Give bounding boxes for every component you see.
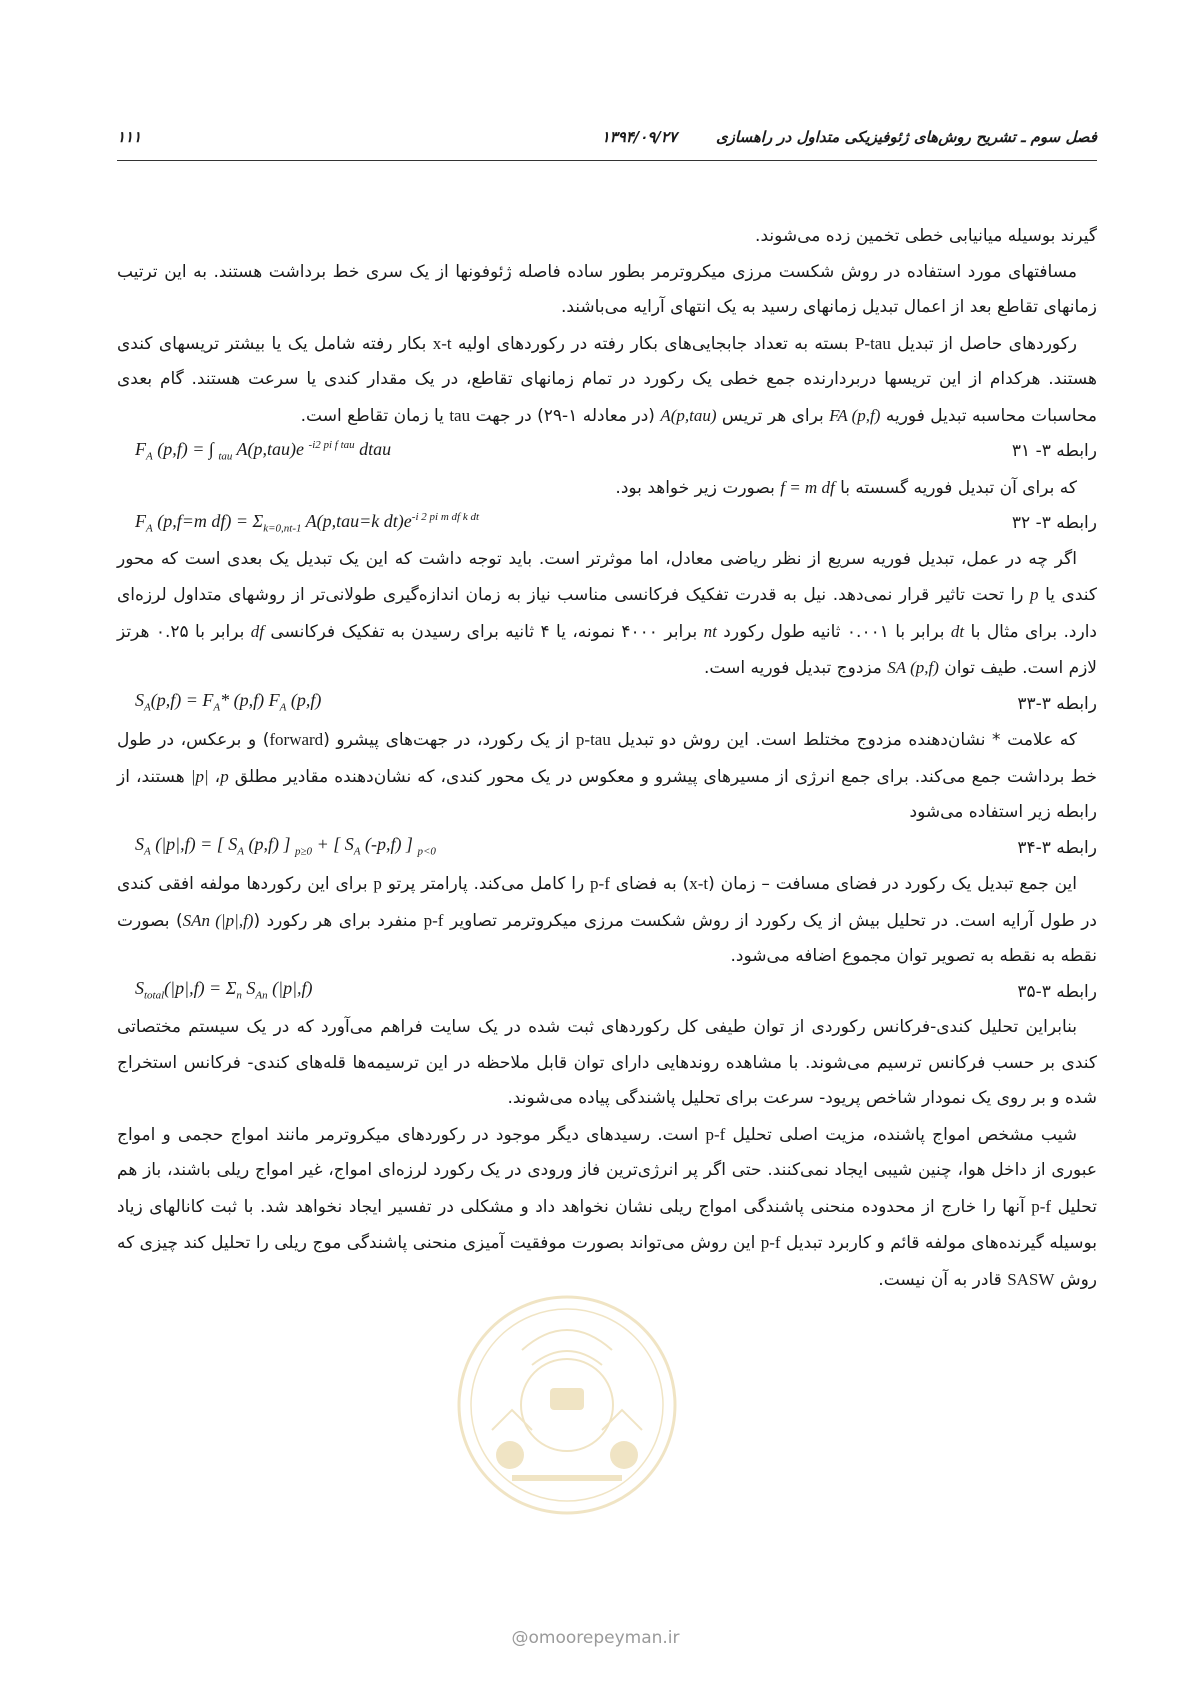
- equation-34: [117, 831, 1097, 867]
- header-date: ۱۳۹۴/۰۹/۲۷: [601, 128, 677, 146]
- equation-formula: $F_A$ (p,f=m $df) = \Sigma_{k=0,nt-1}$ A(p,tau=k $dt)e^{-i 2 pi m df k dt}$: [135, 511, 480, 535]
- equation-formula: $S_A$ (|p|,f) = [ $S_A$ (p,f) ] $_{p\ge 0}$ + [ $S_A$ (-p,f) ] $_{p<0}$: [135, 833, 436, 858]
- paragraph-6: که علامت * نشان‌دهنده مزدوج مختلط است. این روش دو تبدیل p-tau از یک رکورد، در جهت‌های پیشرو (forward) و برعکس، در طول خط برداشت جمع می‌کند. برای جمع انرژی از مسیرهای پیشرو و معکوس در یک محور کندی، که نشان‌دهنده مقادیر مطلق p، |p| هستند، از رابطه زیر استفاده می‌شود: [117, 730, 1098, 822]
- at-icon: @: [511, 1628, 529, 1648]
- equation-label: رابطه ۳- ۳۱: [1011, 441, 1097, 461]
- equation-33: [117, 687, 1097, 723]
- paragraph-8: بنابراین تحلیل کندی-فرکانس رکوردی از توان طیفی کل رکوردهای ثبت شده در یک سایت فراهم می‌آورد که در یک سیستم مختصاتی کندی بر حسب فرکانس ترسیم می‌شوند. با مشاهده روندهایی دارای توان قابل ملاحظه در این ترسیمه‌ها قله‌های کندی- فرکانس استخراج شده و بر روی یک نمودار شاخص پریود- سرعت برای تحلیل پاشندگی پیاده می‌شوند.: [117, 1017, 1097, 1108]
- footer-site: [0, 1628, 1191, 1648]
- paragraph-2: مسافتهای مورد استفاده در روش شکست مرزی میکروترمر بطور ساده فاصله ژئوفونها از یک سری خط برداشت هستند. به این ترتیب زمانهای تقاطع بعد از اعمال تبدیل زمانهای رسید به یک انتهای آرایه می‌باشند.: [117, 261, 1097, 317]
- document-body: [117, 219, 1097, 1298]
- equation-formula: $S_A(p,f) = F_A*$ (p,f) $F_A$ (p,f): [135, 689, 322, 714]
- equation-formula: $S_{total}(|p|,f) = \Sigma_n$ $S_{An}$ (|p|,f): [135, 977, 313, 1002]
- equation-label: رابطه ۳- ۳۲: [1011, 513, 1097, 533]
- equation-31: [117, 434, 1097, 470]
- paragraph-4: که برای آن تبدیل فوریه گسسته با f = m df بصورت زیر خواهد بود.: [615, 477, 1077, 498]
- paragraph-1: گیرند بوسیله میانیابی خطی تخمین زده می‌شوند.: [755, 226, 1097, 246]
- page-header: [117, 128, 1097, 154]
- paragraph-5: اگر چه در عمل، تبدیل فوریه سریع از نظر ریاضی معادل، اما موثرتر است. باید توجه داشت که این یک تبدیل یک بعدی است که محور کندی یا p را تحت تاثیر قرار نمی‌دهد. نیل به قدرت تفکیک فرکانسی مناسب نیاز به زمان اندازه‌گیری طولانی‌تر از روشهای متداول لرزه‌ای دارد. برای مثال با dt برابر با ۰.۰۰۱ ثانیه طول رکورد nt برابر ۴۰۰۰ نمونه، یا ۴ ثانیه برای رسیدن به تفکیک فرکانسی df برابر با ۰.۲۵ هرتز لازم است. طیف توان SA (p,f) مزدوج تبدیل فوریه است.: [117, 548, 1097, 678]
- header-divider: [117, 160, 1097, 161]
- page-number: ۱۱۱: [117, 128, 142, 146]
- equation-formula: $F_A$ (p,f) = ∫ $_{tau}$ A(p,tau)e $^{-i2 pi f tau}$ dtau: [135, 439, 392, 463]
- footer-site-text: omoorepeyman.ir: [528, 1628, 680, 1648]
- equation-label: رابطه ۳-۳۳: [1017, 693, 1097, 714]
- paragraph-9: شیب مشخص امواج پاشنده، مزیت اصلی تحلیل p-f است. رسیدهای دیگر موجود در رکوردهای میکروترمر مانند امواج حجمی و امواج عبوری از داخل هوا، چنین شیبی ایجاد نمی‌کنند. حتی اگر پر انرژی‌ترین فاز ورودی در یک رکورد لرزه‌ای امواج، غیر امواج ریلی باشند، باز هم تحلیل p-f آنها را خارج از محدوده منحنی پاشندگی امواج ریلی نشان نخواهد داد و مشکلی در تفسیر ایجاد نخواهد شد. با ثبت کانالهای زیاد بوسیله گیرنده‌های مولفه قائم و کاربرد تبدیل p-f این روش می‌تواند بصورت موفقیت آمیزی منحنی پاشندگی موج ریلی را تحلیل کند چیزی که روش SASW قادر به آن نیست.: [117, 1124, 1097, 1290]
- paragraph-7: این جمع تبدیل یک رکورد در فضای مسافت – زمان (x-t) به فضای p-f را کامل می‌کند. پارامتر پرتو p برای این رکوردها مولفه افقی کندی در طول آرایه است. در تحلیل بیش از یک رکورد از روش شکست مرزی میکروترمر تصاویر p-f منفرد برای هر رکورد (SAn (|p|,f)) بصورت نقطه به نقطه به تصویر توان مجموع اضافه می‌شود.: [117, 874, 1097, 966]
- paragraph-3: رکوردهای حاصل از تبدیل P-tau بسته به تعداد جابجایی‌های بکار رفته در رکوردهای اولیه x-t بکار رفته شامل یک یا بیشتر تریسهای کندی هستند. هرکدام از این تریسها دربردارنده جمع خطی یک رکورد در تمام زمانهای تقاطع، در یک مقدار کندی یا سرعت هستند. گام بعدی محاسبات محاسبه تبدیل فوریه FA (p,f) برای هر تریس A(p,tau) (در معادله ۱-۲۹) در جهت tau یا زمان تقاطع است.: [117, 333, 1097, 426]
- equation-35: [117, 975, 1097, 1011]
- equation-label: رابطه ۳-۳۵: [1017, 981, 1097, 1002]
- equation-label: رابطه ۳-۳۴: [1017, 837, 1097, 858]
- equation-32: [117, 506, 1097, 542]
- chapter-title: فصل سوم ـ تشریح روش‌های ژئوفیزیکی متداول در راهسازی: [715, 128, 1097, 146]
- seal-watermark: [452, 1290, 682, 1520]
